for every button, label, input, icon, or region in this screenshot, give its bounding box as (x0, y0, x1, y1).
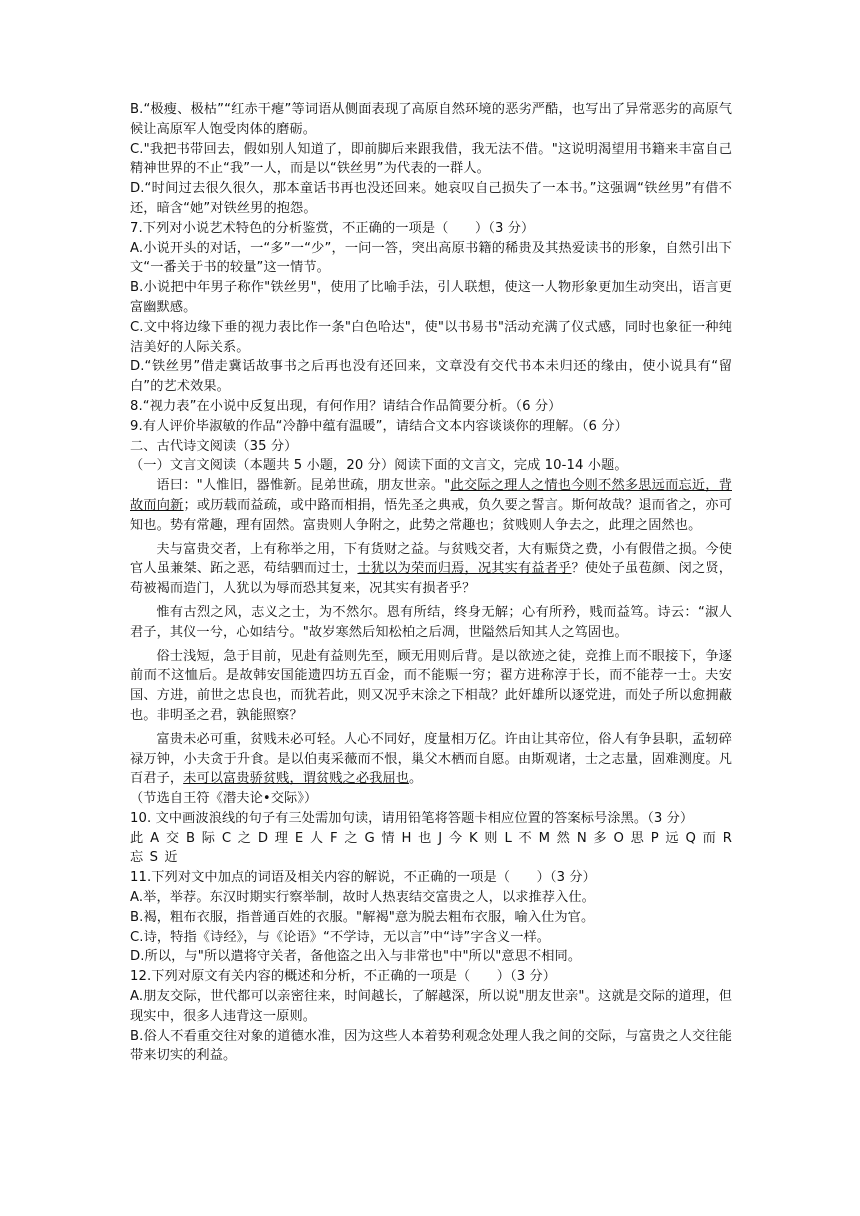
exam-page (130, 100, 732, 1066)
wavy-underlined-sentence: 此交际之理人之情也今则不然多思远而忘近，背故而向新 (130, 478, 732, 513)
passage-paragraph-4: 俗士浅短，急于目前，见赴有益则先至，顾无用则后背。是以欲迹之徒，竞推上而不眼接下，争逐前而不这恤后。是故韩安国能遗四坊五百金，而不能赈一穷；翟方进称淳于长，而不能荐一士。夫安国、方进，前世之忠良也，而犹若此，则又况乎末涂之下相哉？此奸雄所以逐党进，而处子所以愈拥蔽也。非明圣之君，孰能照察？ (130, 648, 732, 723)
option-11d: D.所以，与"所以遣将守关者，备他盗之出入与非常也"中"所以"意思不相同。 (130, 949, 582, 965)
passage-paragraph-5 (130, 730, 732, 789)
passage-text: ；或历载而益疏，或中路而相捐，悟先圣之典戒，负久要之誓言。斯何故哉？退而省之，亦可知也。势有常趣，理有固然。富贵则人争附之，此势之常趣也；贫贱则人争去之，此理之固然也。 (130, 497, 732, 533)
option-11a: A.举，举荐。东汉时期实行察举制，故时人热衷结交富贵之人，以求推荐入仕。 (130, 890, 595, 906)
section-2-heading: 二、古代诗文阅读（35 分） (130, 438, 298, 454)
option-12a: A.朋友交际，世代都可以亲密往来，时间越长，了解越深，所以说"朋友世亲"。这就是交际的道理，但现实中，很多人违背这一原则。 (130, 989, 732, 1024)
underlined-sentence: 士犹以为荣而归焉，况其实有益者乎 (357, 561, 572, 577)
option-7d: D.“铁丝男”借走冀话故事书之后再也没有还回来，文章没有交代书本未归还的缘由，使小说具有“留白”的艺术效果。 (130, 359, 732, 395)
option-12b: B.俗人不看重交往对象的道德水准，因为这些人本着势利观念处理人我之间的交际，与富贵之人交往能带来切实的利益。 (130, 1028, 732, 1064)
option-11b: B.褐，粗布衣服，指普通百姓的衣服。"解褐"意为脱去粗布衣服，喻入仕为官。 (130, 909, 595, 925)
option-11c: C.诗，特指《诗经》，与《论语》“不学诗，无以言”中“诗”字含义一样。 (130, 929, 551, 945)
passage-source: （节选自王符《潜夫论•交际》） (130, 791, 318, 807)
option-7a: A.小说开头的对话，一“多”一“少”，一问一答，突出高原书籍的稀贵及其热爱读书的形象，自然引出下文“一番关于书的较量”这一情节。 (130, 240, 732, 276)
passage-paragraph-1 (130, 476, 732, 535)
question-10: 10. 文中画波浪线的句子有三处需加句读，请用铅笔将答题卡相应位置的答案标号涂黑。（3 分） (130, 810, 694, 826)
question-9: 9.有人评价毕淑敏的作品“冷静中蕴有温暖”，请结合文本内容谈谈你的理解。（6 分） (130, 418, 628, 434)
passage-text: 夫与富贵交者，上有称举之用，下有货财之益。与贫贱交者，大有赈贷之费，小有假借之损。今使官人虽兼桀、跖之恶，苟结驷而过士， (130, 541, 732, 577)
passage-text: 富贵未必可重，贫贱未必可轻。人心不同好，度量相万亿。许由让其帝位，俗人有争县职，孟轫碎禄万钟，小夫贪于升食。是以伯夷采薇而不恨，巢父木栖而自愿。由斯观诸，士之志量，固难测度。凡百君子， (130, 731, 732, 787)
question-12: 12.下列对原文有关内容的概述和分析，不正确的一项是（ ）（3 分） (130, 969, 557, 985)
passage-paragraph-3: 惟有古烈之风，志义之士，为不然尔。恩有所结，终身无解；心有所矜，贱而益笃。诗云：“淑人君子，其仪一兮，心如结兮。"故岁寒然后知松柏之后凋，世隘然后知其人之笃固也。 (130, 604, 732, 640)
passage-paragraph-2 (130, 540, 732, 599)
option-6d: D.“时间过去很久很久，那本童话书再也没还回来。她哀叹自己损失了一本书。”这强调“铁丝男”有借不还，暗含“她”对铁丝男的抱怨。 (130, 181, 732, 216)
passage-text: 语曰："人惟旧，器惟新。昆弟世疏，朋友世亲。" (156, 478, 451, 494)
option-7c: C.文中将边缘下垂的视力表比作一条"白色哈达"，使"以书易书"活动充满了仪式感，同时也象征一种纯洁美好的人际关系。 (130, 319, 732, 355)
question-8: 8.“视力表”在小说中反复出现，有何作用？请结合作品简要分析。（6 分） (130, 398, 562, 414)
question-10-options: 此 A 交 B 际 C 之 D 理 E 人 F 之 G 情 H 也 J 今 K 则 L 不 M 然 N 多 O 思 P 远 Q 而 R 忘 S 近 (130, 830, 732, 866)
question-7: 7.下列对小说艺术特色的分析鉴赏，不正确的一项是（ ）（3 分） (130, 220, 535, 236)
passage-text: ？使处子虽苞颜、闵之贤，苟被褐而造门，人犹以为辱而恐其复来，况其实有损者乎？ (130, 561, 732, 597)
passage-text: 。 (409, 771, 423, 787)
underlined-sentence: 未可以富贵骄贫贱，谓贫贱之必我屈也 (183, 771, 410, 787)
option-6b: B.“极瘦、极枯”“红赤干瘪”等词语从侧面表现了高原自然环境的恶劣严酷，也写出了异常恶劣的高原气候让高原军人饱受肉体的磨砺。 (130, 102, 732, 137)
question-11: 11.下列对文中加点的词语及相关内容的解说，不正确的一项是（ ）（3 分） (130, 870, 596, 886)
option-6c: C."我把书带回去，假如别人知道了，即前脚后来跟我借，我无法不借。"这说明渴望用书籍来丰富自己精神世界的不止“我”一人，而是以“铁丝男”为代表的一群人。 (130, 141, 732, 177)
option-7b: B.小说把中年男子称作"铁丝男"，使用了比喻手法，引人联想，使这一人物形象更加生动突出，语言更富幽默感。 (130, 280, 732, 315)
section-2-1-heading: （一）文言文阅读（本题共 5 小题，20 分）阅读下面的文言文，完成 10-14 小题。 (130, 458, 628, 474)
